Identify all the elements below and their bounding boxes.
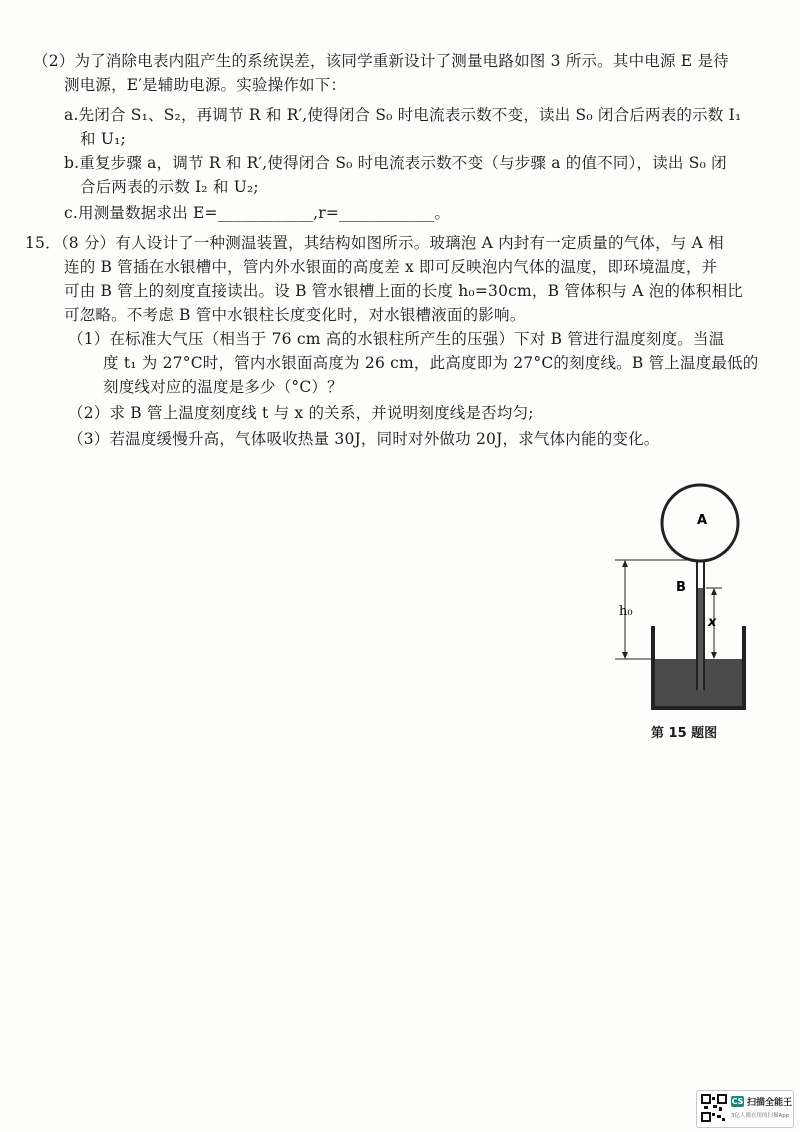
label-b: B [676, 580, 686, 595]
watermark-subtitle: 3亿人都在用的扫描App [731, 1113, 790, 1119]
h0-arrow-down [622, 652, 628, 659]
label-h0: h₀ [619, 604, 633, 619]
watermark-title: 扫描全能王 [747, 1098, 793, 1108]
text-line-12: （1）在标准大气压（相当于 76 cm 高的水银柱所产生的压强）下对 B 管进行温度刻度。当温 [68, 330, 725, 348]
text-line-7: c.用测量数据求出 E=____________,r=____________。 [64, 204, 451, 222]
text-line-15: （2）求 B 管上温度刻度线 t 与 x 的关系，并说明刻度线是否均匀; [68, 404, 534, 422]
qr-code-icon [701, 1094, 727, 1122]
text-line-4: 和 U₁; [80, 130, 126, 148]
label-a: A [697, 513, 708, 528]
text-line-16: （3）若温度缓慢升高，气体吸收热量 30J，同时对外做功 20J，求气体内能的变化。 [68, 430, 660, 448]
text-line-1: （2）为了消除电表内阻产生的系统误差，该同学重新设计了测量电路如图 3 所示。其中电源 E 是待 [33, 52, 729, 70]
thermometer-figure [610, 478, 785, 748]
figure-caption: 第 15 题图 [651, 726, 718, 741]
text-line-11: 可忽略。不考虑 B 管中水银柱长度变化时，对水银槽液面的影响。 [64, 306, 526, 324]
text-line-3: a.先闭合 S₁、S₂，再调节 R 和 R′,使得闭合 S₀ 时电流表示数不变，读出 S₀ 闭合后两表的示数 I₁ [64, 106, 742, 124]
x-arrow-up [711, 588, 717, 595]
camscanner-watermark [696, 1090, 794, 1128]
text-line-6: 合后两表的示数 I₂ 和 U₂; [80, 178, 259, 196]
camscanner-logo: CS [731, 1097, 744, 1106]
label-x: x [708, 615, 717, 630]
text-line-2: 测电源，E′是辅助电源。实验操作如下： [64, 76, 347, 94]
text-line-14: 刻度线对应的温度是多少（°C）？ [103, 378, 343, 396]
text-line-13: 度 t₁ 为 27°C时，管内水银面高度为 26 cm，此高度即为 27°C的刻度线。B 管上温度最低的 [103, 354, 759, 372]
tube-in-mercury [697, 659, 704, 690]
text-line-5: b.重复步骤 a，调节 R 和 R′,使得闭合 S₀ 时电流表示数不变（与步骤 a 的值不同），读出 S₀ 闭 [64, 154, 727, 172]
x-arrow-down [711, 652, 717, 659]
text-line-8: 15．（8 分）有人设计了一种测温装置，其结构如图所示。玻璃泡 A 内封有一定质量的气体，与 A 相 [25, 234, 724, 252]
text-line-9: 连的 B 管插在水银槽中，管内外水银面的高度差 x 即可反映泡内气体的温度，即环境温度，并 [64, 258, 718, 276]
h0-arrow-up [622, 560, 628, 567]
text-line-10: 可由 B 管上的刻度直接读出。设 B 管水银槽上面的长度 h₀=30cm，B 管体积与 A 泡的体积相比 [64, 282, 743, 300]
